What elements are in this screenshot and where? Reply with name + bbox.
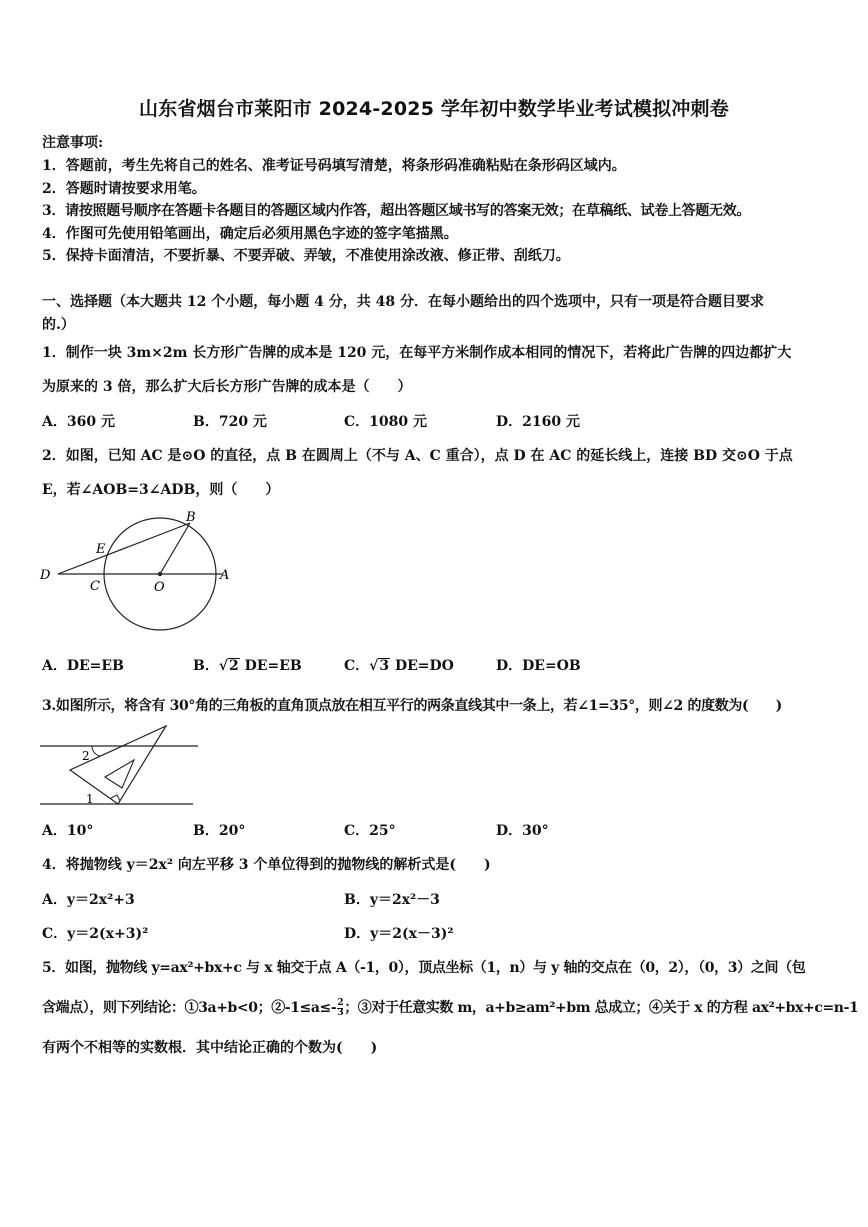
q3-option-d[interactable]: D．30° xyxy=(496,823,549,839)
q5-conclusions-end: ；③对于任意实数 m，a+b≥am²+bm 总成立；④关于 x 的方程 ax²+bx+c=n-1 xyxy=(344,1000,859,1016)
fraction-two-thirds xyxy=(337,999,343,1018)
angle-2-label: 2 xyxy=(82,749,90,763)
q3-option-a[interactable]: A．10° xyxy=(42,823,94,839)
label-c: C xyxy=(90,579,100,594)
q2-option-c-letter: C． xyxy=(344,658,370,674)
circle-figure xyxy=(38,508,234,634)
fraction-denominator: 3 xyxy=(337,1007,344,1018)
notice-item: 1．答题前，考生先将自己的姓名、准考证号码填写清楚，将条形码准确粘贴在条形码区域内。 xyxy=(42,158,626,174)
q2-option-c-radicand: 3 xyxy=(379,658,390,674)
q1-option-c[interactable]: C．1080 元 xyxy=(344,414,427,430)
question-5-text-cont xyxy=(42,997,858,1018)
set-square-outer xyxy=(70,726,166,804)
notice-item: 2．答题时请按要求用笔。 xyxy=(42,181,206,197)
question-5-text-end: 有两个不相等的实数根．其中结论正确的个数为( ) xyxy=(42,1040,378,1056)
question-2-text-cont: E，若∠AOB=3∠ADB，则（ ） xyxy=(42,482,280,498)
section-heading: 一、选择题（本大题共 12 个小题，每小题 4 分，共 48 分．在每小题给出的四个选项中，只有一项是符合题目要求 xyxy=(42,294,764,310)
label-a: A xyxy=(220,568,230,583)
center-point xyxy=(158,572,162,576)
question-1-text: 1．制作一块 3m×2m 长方形广告牌的成本是 120 元，在每平方米制作成本相同的情况下，若将此广告牌的四边都扩大 xyxy=(42,345,792,361)
angle-2-arc xyxy=(92,746,100,756)
sqrt-symbol: √ xyxy=(369,658,379,674)
q2-option-b[interactable] xyxy=(193,655,302,675)
line-ob xyxy=(160,523,190,574)
triangle-figure xyxy=(38,722,200,808)
notice-item: 4．作图可先使用铅笔画出，确定后必须用黑色字迹的签字笔描黑。 xyxy=(42,226,458,242)
q4-option-c[interactable]: C．y＝2(x+3)² xyxy=(42,926,149,942)
q2-option-b-radicand: 2 xyxy=(229,658,239,674)
q1-option-a[interactable]: A．360 元 xyxy=(42,414,115,430)
question-1-text-cont: 为原来的 3 倍，那么扩大后长方形广告牌的成本是（ ） xyxy=(42,379,412,395)
question-4-text: 4．将抛物线 y＝2x² 向左平移 3 个单位得到的抛物线的解析式是( ) xyxy=(42,857,491,873)
q2-option-b-letter: B． xyxy=(193,658,219,674)
q1-option-b[interactable]: B．720 元 xyxy=(193,414,267,430)
label-b: B xyxy=(186,510,196,525)
q2-option-c-text: DE=DO xyxy=(394,658,454,674)
q5-conclusions-start: 含端点），则下列结论：①3a+b<0；②-1≤a≤- xyxy=(42,1000,337,1016)
label-e: E xyxy=(96,542,106,557)
set-square-inner xyxy=(105,760,134,788)
q2-option-b-text: DE=EB xyxy=(244,658,302,674)
notice-heading: 注意事项: xyxy=(42,135,104,151)
notice-item: 3．请按照题号顺序在答题卡各题目的答题区域内作答，超出答题区域书写的答案无效；在草稿纸、试卷上答题无效。 xyxy=(42,203,751,219)
question-2-text: 2．如图，已知 AC 是⊙O 的直径，点 B 在圆周上（不与 A、C 重合），点 D 在 AC 的延长线上，连接 BD 交⊙O 于点 xyxy=(42,448,793,464)
q1-option-d[interactable]: D．2160 元 xyxy=(496,414,580,430)
label-o: O xyxy=(154,580,165,595)
q4-option-b[interactable]: B．y＝2x²－3 xyxy=(344,892,440,908)
q2-option-a[interactable]: A．DE=EB xyxy=(42,658,124,674)
q3-option-b[interactable]: B．20° xyxy=(193,823,246,839)
fraction-numerator: 2 xyxy=(337,997,344,1008)
q4-option-d[interactable]: D．y＝2(x－3)² xyxy=(344,926,454,942)
sqrt-symbol: √ xyxy=(218,658,229,674)
notice-item: 5．保持卡面清洁，不要折暴、不要弄破、弄皱，不准使用涂改液、修正带、刮纸刀。 xyxy=(42,248,570,264)
label-d: D xyxy=(40,568,51,583)
q2-option-c[interactable] xyxy=(344,655,454,675)
exam-title: 山东省烟台市莱阳市 2024-2025 学年初中数学毕业考试模拟冲刺卷 xyxy=(139,98,729,120)
question-3-text: 3.如图所示，将含有 30°角的三角板的直角顶点放在相互平行的两条直线其中一条上，若∠1=35°，则∠2 的度数为( ) xyxy=(42,698,782,714)
question-5-text: 5．如图，抛物线 y=ax²+bx+c 与 x 轴交于点 A（-1，0），顶点坐标（1，n）与 y 轴的交点在（0，2），（0，3）之间（包 xyxy=(42,960,806,976)
section-heading-cont: 的.） xyxy=(42,317,75,333)
q3-option-c[interactable]: C．25° xyxy=(344,823,396,839)
q4-option-a[interactable]: A．y＝2x²+3 xyxy=(42,892,135,908)
angle-1-label: 1 xyxy=(86,792,94,806)
q2-option-d[interactable]: D．DE=OB xyxy=(496,658,581,674)
